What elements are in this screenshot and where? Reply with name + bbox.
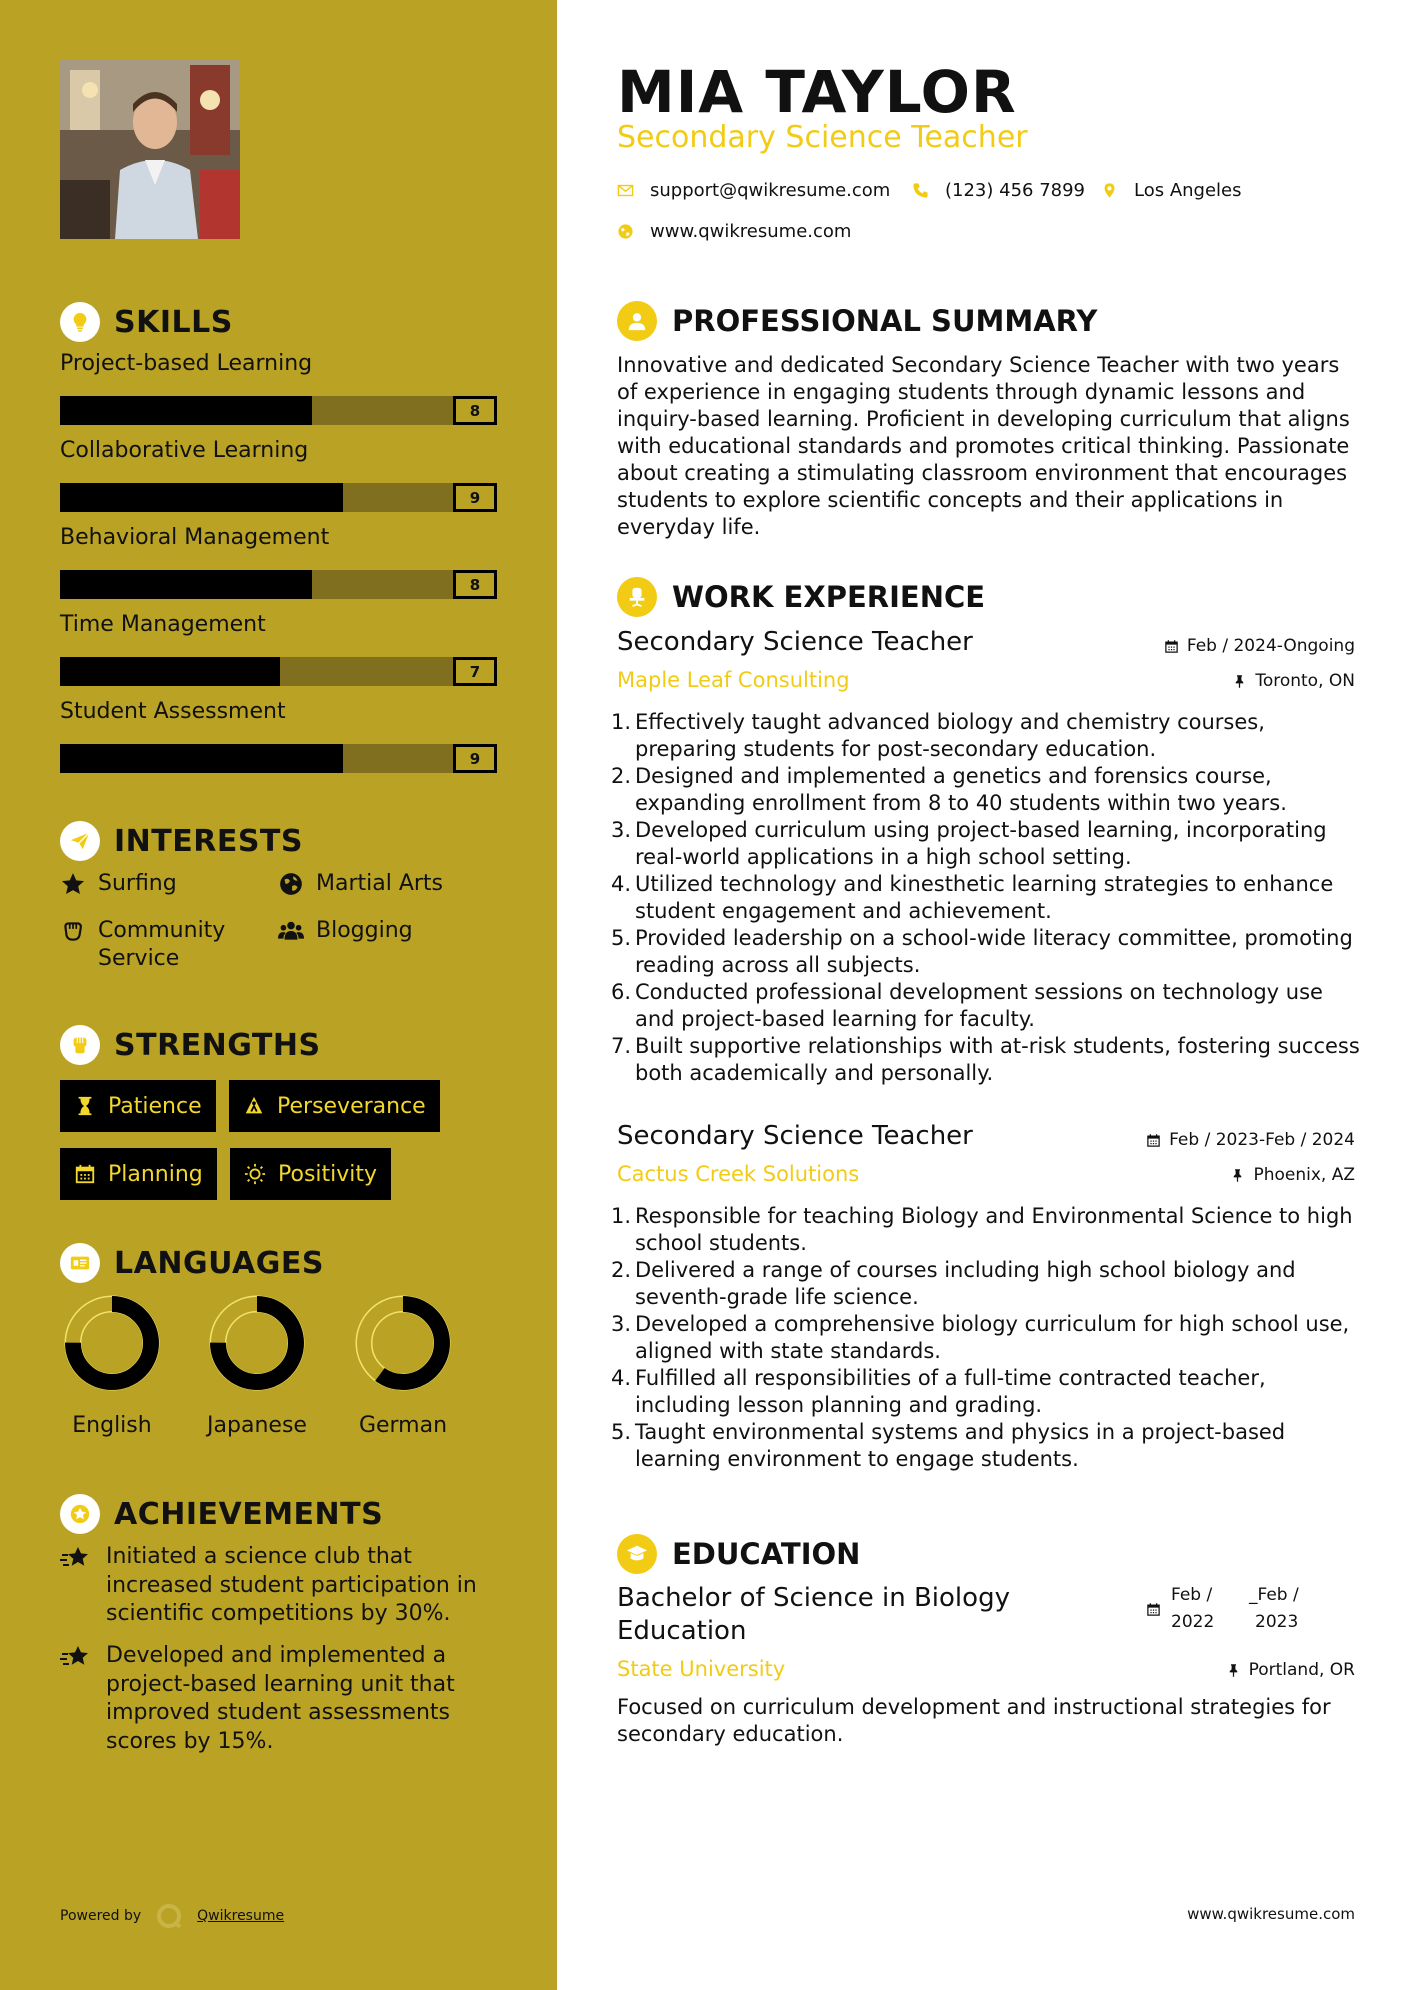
skill-name: Student Assessment — [60, 699, 286, 724]
strength-badge — [60, 1080, 216, 1132]
skill-bar-fill — [60, 570, 312, 599]
calendar-icon — [1146, 1133, 1161, 1148]
map-pin-icon — [1101, 182, 1118, 199]
skill-item — [60, 438, 500, 508]
interest-label: Martial Arts — [316, 871, 444, 896]
office-chair-icon — [617, 577, 657, 617]
contact-location — [1101, 180, 1242, 201]
language-name: English — [72, 1413, 152, 1438]
trophy-star-icon — [60, 1545, 92, 1573]
bullet-item: 1. Effectively taught advanced biology and chemistry courses, preparing students for post-secondary education. — [611, 710, 1265, 761]
skill-item — [60, 351, 500, 421]
bullet-item: 3. Developed a comprehensive biology curriculum for high school use, aligned with state standards. — [611, 1312, 1350, 1363]
bullet-text: Taught environmental systems and physics in a project-based learning environment to engage students. — [635, 1420, 1286, 1471]
education-heading — [617, 1534, 860, 1574]
qwikresume-logo-icon — [155, 1902, 183, 1930]
language-item — [52, 1293, 172, 1438]
bullet-text: Built supportive relationships with at-risk students, fostering success both academically and personally. — [635, 1034, 1360, 1085]
lightbulb-icon — [60, 302, 100, 342]
bullet-item: 7. Built supportive relationships with at-risk students, fostering success both academically and personally. — [611, 1034, 1360, 1085]
end-year: 2023 — [1255, 1612, 1299, 1632]
strengths-title: STRENGTHS — [114, 1027, 321, 1063]
skill-bar-fill — [60, 483, 343, 512]
strength-label: Perseverance — [277, 1093, 426, 1119]
skill-name: Time Management — [60, 612, 266, 637]
paper-plane-icon — [60, 821, 100, 861]
skill-bar — [60, 657, 497, 686]
strength-label: Positivity — [278, 1161, 378, 1187]
website-text[interactable]: www.qwikresume.com — [650, 221, 852, 242]
job-company: Cactus Creek Solutions — [617, 1162, 860, 1186]
job-location — [1232, 671, 1355, 691]
interest-label: Surfing — [98, 871, 177, 896]
job-bullets — [611, 709, 1362, 1087]
interest-item — [60, 917, 240, 973]
strength-badge — [60, 1148, 217, 1200]
start-month: Feb / — [1171, 1585, 1213, 1605]
education-description: Focused on curriculum development and instructional strategies for secondary education. — [617, 1695, 1331, 1746]
skill-level-badge: 9 — [453, 744, 497, 773]
skill-level-badge: 9 — [453, 483, 497, 512]
bullet-item: 3. Developed curriculum using project-based learning, incorporating real-world applications in a high school setting. — [611, 818, 1327, 869]
education-dates — [1146, 1582, 1327, 1636]
skill-name: Collaborative Learning — [60, 438, 309, 463]
bullet-text: Designed and implemented a genetics and forensics course, expanding enrollment from 8 to 40 students within two years. — [635, 764, 1287, 815]
sun-icon — [244, 1163, 266, 1185]
phone-icon — [912, 182, 929, 199]
achievement-text: Initiated a science club that increased student participation in scientific competitions by 30%. — [106, 1544, 477, 1626]
education-end — [1249, 1582, 1327, 1636]
degree-title: Bachelor of Science in Biology Education — [617, 1583, 1010, 1646]
language-ring — [353, 1293, 453, 1393]
language-ring — [62, 1293, 162, 1393]
skill-bar-fill — [60, 744, 343, 773]
job-title: Secondary Science Teacher — [617, 1121, 973, 1151]
skills-title: SKILLS — [114, 304, 233, 340]
location-text: Los Angeles — [1134, 180, 1242, 201]
id-card-icon — [60, 1243, 100, 1283]
skill-bar — [60, 744, 497, 773]
users-icon — [278, 918, 304, 944]
globe-icon — [617, 223, 634, 240]
strength-label: Patience — [108, 1093, 202, 1119]
skill-level-badge: 8 — [453, 570, 497, 599]
summary-heading — [617, 301, 1097, 341]
school-name: State University — [617, 1657, 786, 1681]
bullet-text: Conducted professional development sessions on technology use and project-based learning for faculty. — [635, 980, 1323, 1031]
start-year: 2022 — [1171, 1612, 1215, 1632]
bullet-text: Developed curriculum using project-based learning, incorporating real-world applications in a high school setting. — [635, 818, 1327, 869]
language-item — [197, 1293, 317, 1438]
job-company: Maple Leaf Consulting — [617, 668, 850, 692]
bullet-item: 2. Delivered a range of courses including high school biology and seventh-grade life science. — [611, 1258, 1296, 1309]
education-title: EDUCATION — [672, 1537, 861, 1571]
bullet-item: 4. Utilized technology and kinesthetic learning strategies to enhance student engagement and achievement. — [611, 872, 1334, 923]
skill-item — [60, 612, 500, 682]
strengths-heading — [60, 1025, 321, 1065]
hiker-icon — [243, 1095, 265, 1117]
experience-title: WORK EXPERIENCE — [672, 580, 986, 614]
education-location-text: Portland, OR — [1248, 1660, 1355, 1680]
strength-badge — [230, 1148, 391, 1200]
achievement-item — [60, 1543, 500, 1629]
language-name: German — [358, 1413, 448, 1438]
bullet-item: 5. Taught environmental systems and physics in a project-based learning environment to engage students. — [611, 1420, 1286, 1471]
hourglass-icon — [74, 1095, 96, 1117]
interests-title: INTERESTS — [114, 823, 303, 859]
achievement-text: Developed and implemented a project-based learning unit that improved student assessments scores by 15%. — [106, 1643, 455, 1754]
skill-item — [60, 525, 500, 595]
skill-bar-fill — [60, 657, 280, 686]
award-star-icon — [60, 1494, 100, 1534]
strength-badge — [229, 1080, 440, 1132]
achievements-title: ACHIEVEMENTS — [114, 1496, 384, 1532]
skill-level-badge: 8 — [453, 396, 497, 425]
pushpin-icon — [1232, 674, 1247, 689]
skill-bar — [60, 483, 497, 512]
job-dates-text: Feb / 2023-Feb / 2024 — [1169, 1130, 1355, 1150]
skill-name: Behavioral Management — [60, 525, 330, 550]
skill-bar-fill — [60, 396, 312, 425]
bullet-text: Delivered a range of courses including high school biology and seventh-grade life science. — [635, 1258, 1296, 1309]
languages-title: LANGUAGES — [114, 1245, 324, 1281]
sidebar — [0, 0, 557, 1990]
bullet-item: 2. Designed and implemented a genetics and forensics course, expanding enrollment from 8 to 40 students within two years. — [611, 764, 1287, 815]
bullet-text: Responsible for teaching Biology and Environmental Science to high school students. — [635, 1204, 1353, 1255]
main-content — [557, 0, 1407, 1990]
footer-url[interactable]: www.qwikresume.com — [1187, 1905, 1355, 1923]
hand-icon — [60, 918, 86, 944]
calendar-icon — [1164, 639, 1179, 654]
bullet-item: 1. Responsible for teaching Biology and Environmental Science to high school students. — [611, 1204, 1353, 1255]
achievement-item — [60, 1642, 500, 1756]
language-item — [343, 1293, 463, 1438]
calendar-icon — [1146, 1602, 1161, 1617]
bullet-text: Provided leadership on a school-wide literacy committee, promoting reading across all subjects. — [635, 926, 1353, 977]
bullet-text: Utilized technology and kinesthetic learning strategies to enhance student engagement and achievement. — [635, 872, 1334, 923]
job-location-text: Toronto, ON — [1255, 671, 1355, 691]
globe-icon — [278, 871, 304, 897]
powered-by-text: Powered by — [60, 1908, 142, 1924]
bullet-item: 4. Fulfilled all responsibilities of a full-time contracted teacher, including lesson planning and grading. — [611, 1366, 1266, 1417]
bullet-text: Effectively taught advanced biology and chemistry courses, preparing students for post-secondary education. — [635, 710, 1265, 761]
language-ring — [207, 1293, 307, 1393]
contact-website[interactable] — [617, 221, 851, 242]
job-title: Secondary Science Teacher — [617, 627, 973, 657]
skill-level-badge: 7 — [453, 657, 497, 686]
interest-item — [60, 870, 177, 898]
bullet-item: 5. Provided leadership on a school-wide literacy committee, promoting reading across all subjects. — [611, 926, 1353, 977]
achievements-heading — [60, 1494, 383, 1534]
powered-by — [60, 1902, 284, 1930]
end-month: _Feb / — [1249, 1585, 1299, 1605]
education-start — [1171, 1582, 1249, 1636]
contact-phone[interactable] — [912, 180, 1085, 201]
job-location — [1230, 1165, 1355, 1185]
interest-item — [278, 917, 413, 945]
qwikresume-link[interactable]: Qwikresume — [197, 1908, 285, 1924]
job-dates-text: Feb / 2024-Ongoing — [1186, 636, 1355, 656]
job-bullets — [611, 1203, 1362, 1473]
skill-bar — [60, 396, 497, 425]
job-dates — [1164, 636, 1355, 656]
bullet-text: Developed a comprehensive biology curriculum for high school use, aligned with state standards. — [635, 1312, 1350, 1363]
candidate-name: MIA TAYLOR — [617, 58, 1017, 126]
envelope-icon — [617, 182, 634, 199]
calendar-icon — [74, 1163, 96, 1185]
experience-heading — [617, 577, 985, 617]
user-icon — [617, 301, 657, 341]
languages-heading — [60, 1243, 324, 1283]
graduate-icon — [617, 1534, 657, 1574]
education-location — [1226, 1660, 1355, 1680]
contact-email[interactable] — [617, 180, 890, 201]
email-text[interactable]: support@qwikresume.com — [650, 180, 891, 201]
profile-photo — [60, 60, 240, 239]
skill-bar — [60, 570, 497, 599]
star-icon — [60, 871, 86, 897]
skills-heading — [60, 302, 233, 342]
summary-text: Innovative and dedicated Secondary Science Teacher with two years of experience in engaging students through dynamic lessons and inquiry-based learning. Proficient in developing curriculum that aligns with educational standards and promotes critical thinking. Passionate about creating a stimulating classroom environment that encourages students to explore scientific concepts and their applications in everyday life. — [617, 353, 1350, 539]
skill-item — [60, 699, 500, 769]
pushpin-icon — [1226, 1663, 1241, 1678]
bullet-item: 6. Conducted professional development sessions on technology use and project-based learning for faculty. — [611, 980, 1323, 1031]
summary-title: PROFESSIONAL SUMMARY — [672, 304, 1098, 338]
pushpin-icon — [1230, 1168, 1245, 1183]
job-location-text: Phoenix, AZ — [1253, 1165, 1355, 1185]
strength-label: Planning — [108, 1161, 203, 1187]
trophy-star-icon — [60, 1644, 92, 1672]
interest-item — [278, 870, 443, 898]
bullet-text: Fulfilled all responsibilities of a full-time contracted teacher, including lesson planning and grading. — [635, 1366, 1266, 1417]
job-dates — [1146, 1130, 1355, 1150]
phone-text[interactable]: (123) 456 7899 — [945, 180, 1086, 201]
candidate-role: Secondary Science Teacher — [617, 120, 1028, 155]
interests-heading — [60, 821, 303, 861]
skill-name: Project-based Learning — [60, 351, 313, 376]
interest-label: Community Service — [98, 918, 226, 971]
fist-icon — [60, 1025, 100, 1065]
interest-label: Blogging — [316, 918, 413, 943]
language-name: Japanese — [207, 1413, 307, 1438]
